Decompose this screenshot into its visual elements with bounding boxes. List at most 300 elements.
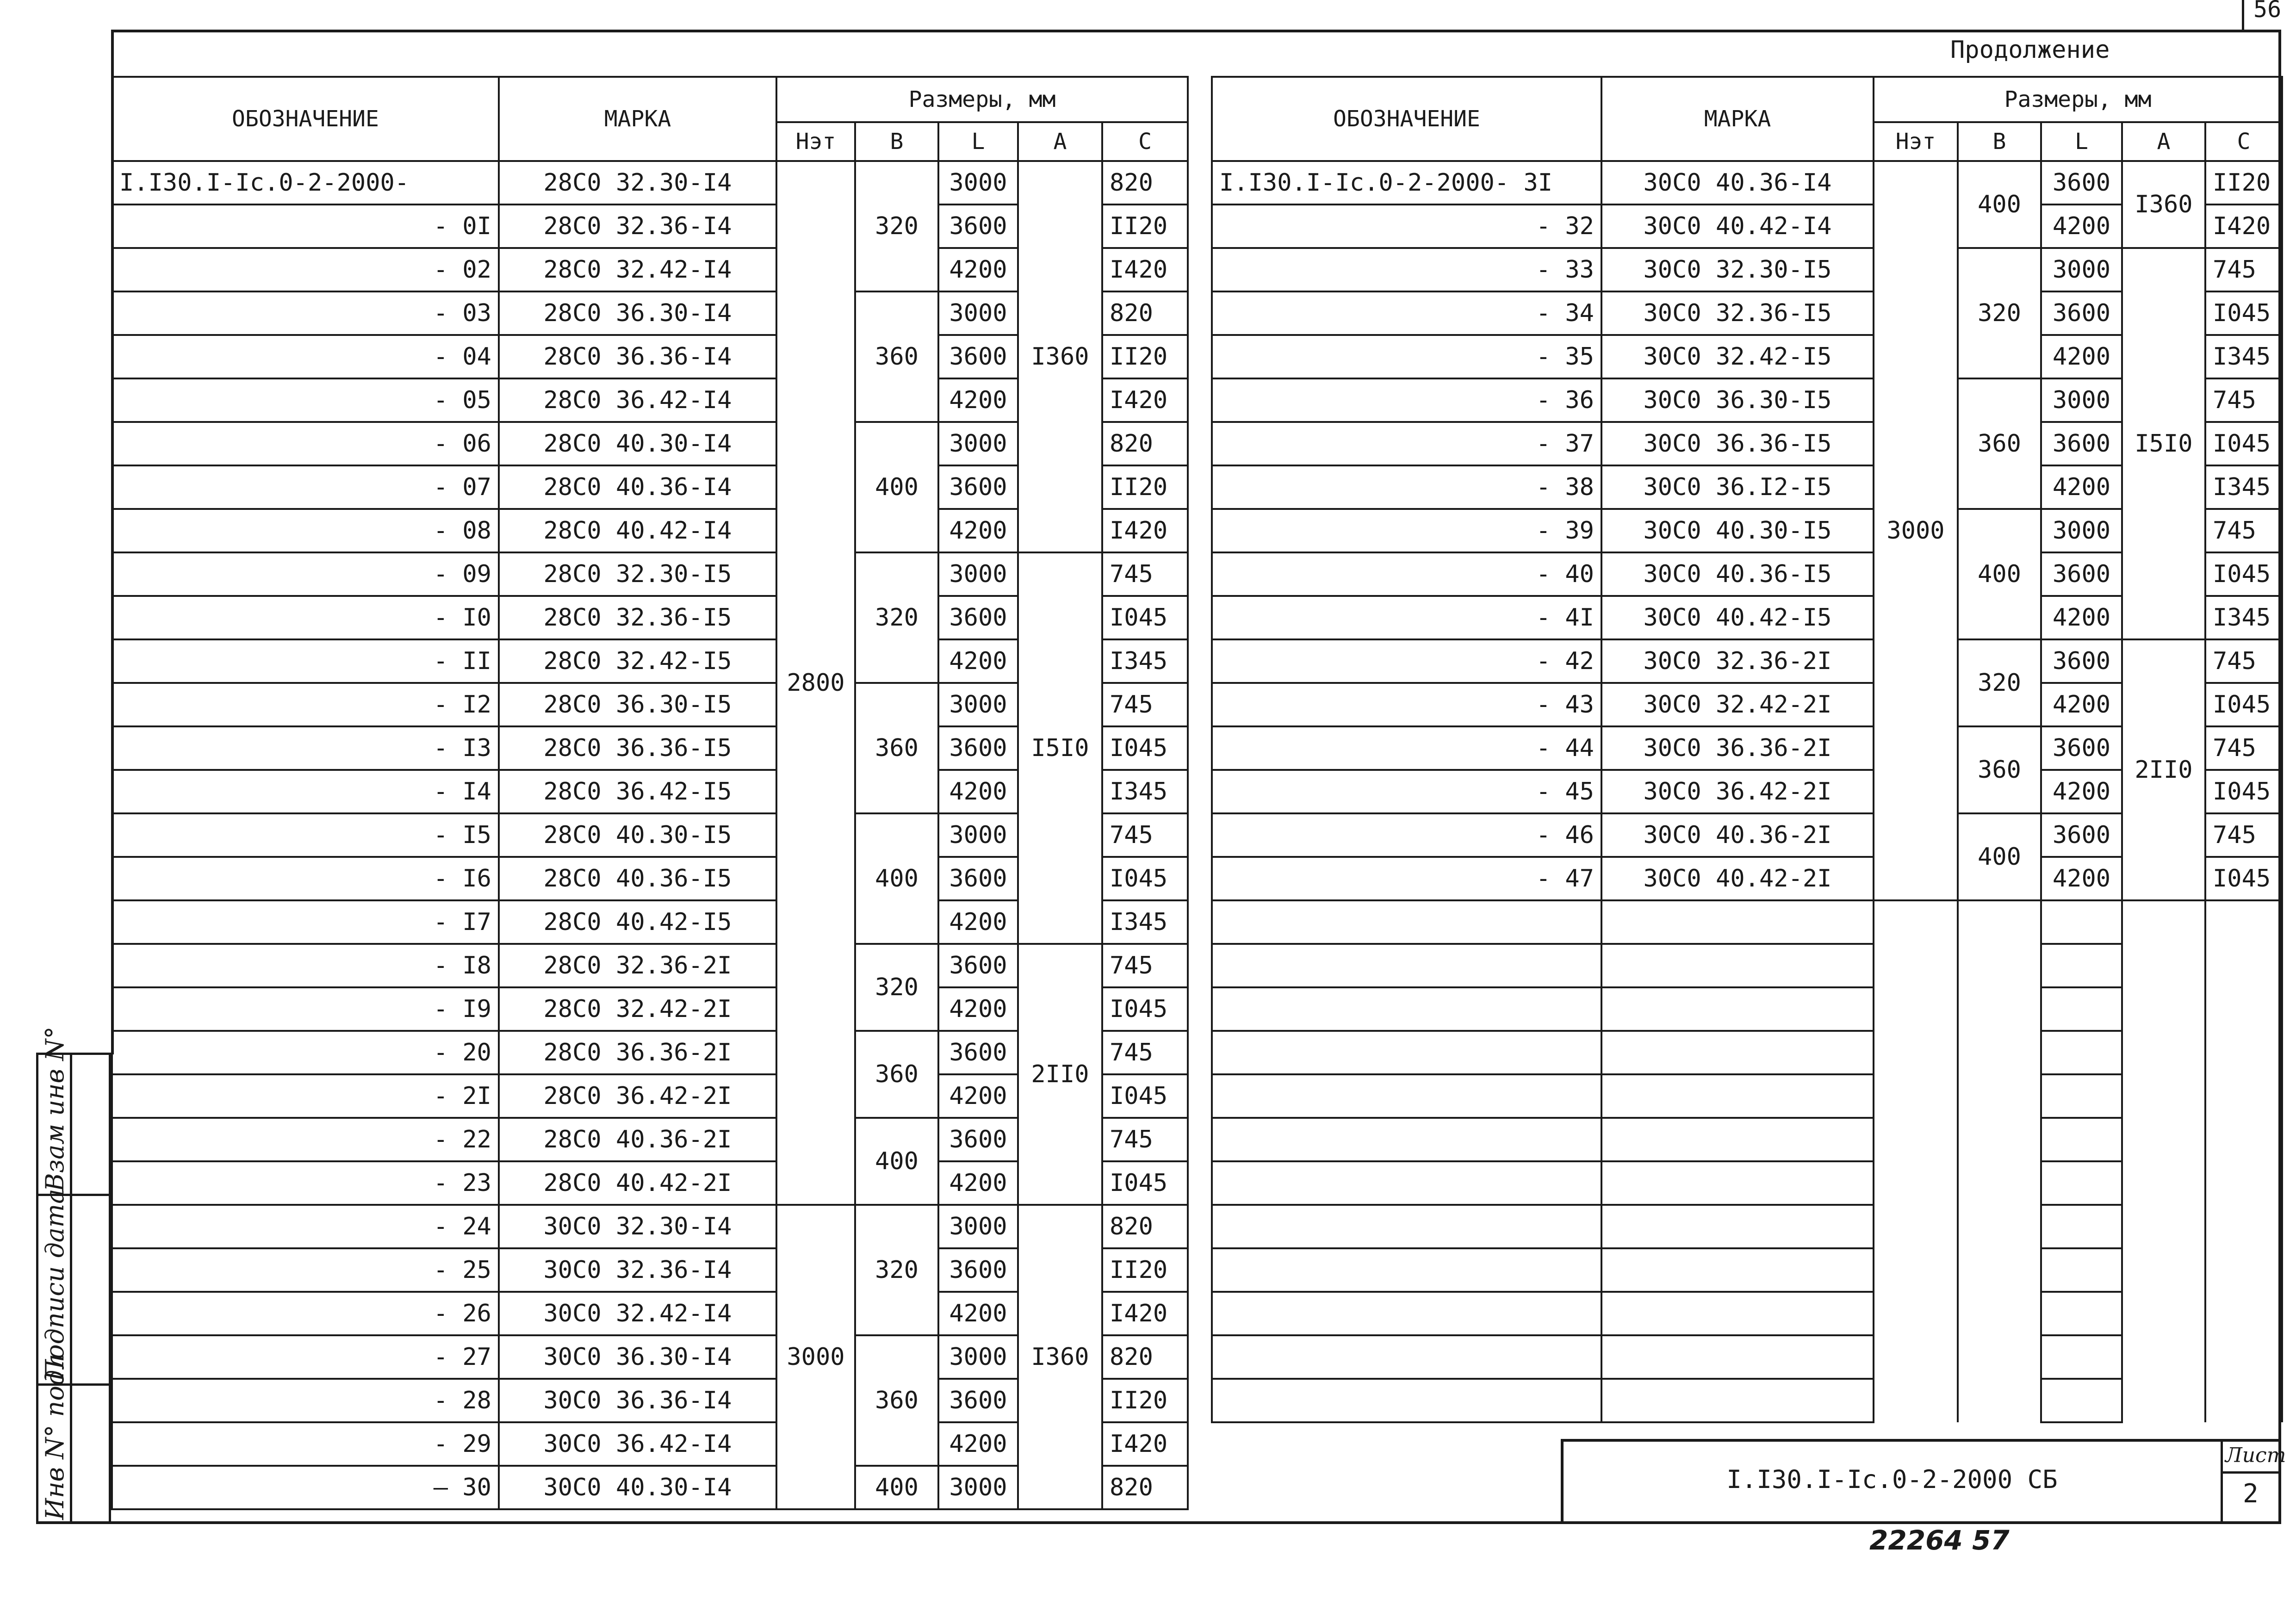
length-cell: 4200	[938, 987, 1018, 1031]
a-cell	[2122, 1205, 2205, 1248]
sheet-hline	[2221, 1471, 2281, 1474]
empty-row	[1212, 1335, 2282, 1379]
mark-cell: 28С0 32.42-I4	[499, 248, 776, 291]
table-row	[1212, 291, 2282, 335]
col-h-header: Нэт	[776, 122, 855, 161]
width-b-cell: 320	[1958, 639, 2041, 726]
c-cell: 745	[2205, 378, 2282, 422]
c-cell	[2205, 1205, 2282, 1248]
mark-cell: 30С0 32.36-I4	[499, 1248, 776, 1292]
table-row	[1212, 770, 2282, 813]
length-cell: 3600	[2041, 726, 2122, 770]
mark-cell: 30С0 40.36-2I	[1601, 813, 1874, 857]
empty-row	[1212, 1292, 2282, 1335]
width-b-cell: 400	[1958, 813, 2041, 900]
width-b-cell: 320	[855, 944, 938, 1031]
col-b-header: В	[1958, 122, 2041, 161]
designation-cell: - 28	[112, 1379, 499, 1422]
col-a-header: А	[2122, 122, 2205, 161]
height-cell	[1874, 1205, 1958, 1248]
height-cell	[1874, 944, 1958, 987]
designation-cell: I.I30.I-Ic.0-2-2000-	[112, 161, 499, 205]
side-strip-divider	[70, 1055, 72, 1522]
length-cell: 3000	[938, 1335, 1018, 1379]
empty-row	[1212, 1379, 2282, 1422]
length-cell	[2041, 1292, 2122, 1335]
right-spec-table	[1211, 76, 2283, 1423]
length-cell	[2041, 1118, 2122, 1161]
width-b-cell: 320	[855, 161, 938, 291]
c-cell: I045	[2205, 552, 2282, 596]
c-cell: 745	[2205, 509, 2282, 552]
mark-cell: 28С0 40.36-I5	[499, 857, 776, 900]
designation-cell	[1212, 1335, 1601, 1379]
c-cell: I045	[1102, 1074, 1188, 1118]
width-b-cell: 360	[855, 1335, 938, 1466]
width-b-cell	[1958, 1379, 2041, 1422]
mark-cell: 28С0 40.42-I5	[499, 900, 776, 944]
width-b-cell	[1958, 1118, 2041, 1161]
mark-cell	[1601, 1118, 1874, 1161]
designation-cell: - 40	[1212, 552, 1601, 596]
c-cell: I045	[1102, 726, 1188, 770]
designation-cell: - 46	[1212, 813, 1601, 857]
length-cell	[2041, 1335, 2122, 1379]
mark-cell: 30С0 32.42-2I	[1601, 683, 1874, 726]
length-cell: 4200	[938, 1292, 1018, 1335]
mark-cell: 30С0 36.I2-I5	[1601, 465, 1874, 509]
mark-cell	[1601, 987, 1874, 1031]
table-row	[1212, 639, 2282, 683]
c-cell: I045	[2205, 422, 2282, 465]
c-cell: 820	[1102, 1205, 1188, 1248]
length-cell: 3600	[2041, 639, 2122, 683]
length-cell: 4200	[938, 248, 1018, 291]
width-b-cell	[1958, 987, 2041, 1031]
length-cell	[2041, 1161, 2122, 1205]
a-cell	[2122, 1248, 2205, 1292]
height-cell	[1874, 1292, 1958, 1335]
c-cell: I420	[1102, 1422, 1188, 1466]
length-cell: 3000	[938, 1466, 1018, 1509]
mark-cell	[1601, 900, 1874, 944]
mark-cell: 28С0 40.42-2I	[499, 1161, 776, 1205]
designation-cell: - I8	[112, 944, 499, 987]
c-cell: II20	[1102, 1379, 1188, 1422]
width-b-cell	[1958, 944, 2041, 987]
length-cell: 3600	[938, 596, 1018, 639]
table-row	[1212, 552, 2282, 596]
mark-cell: 28С0 36.42-I4	[499, 378, 776, 422]
designation-cell	[1212, 987, 1601, 1031]
a-cell: I360	[2122, 161, 2205, 248]
mark-cell: 28С0 32.36-2I	[499, 944, 776, 987]
height-cell	[1874, 1074, 1958, 1118]
col-l-header: L	[938, 122, 1018, 161]
c-cell: II20	[1102, 1248, 1188, 1292]
length-cell	[2041, 1205, 2122, 1248]
designation-cell: - 35	[1212, 335, 1601, 378]
mark-cell	[1601, 1248, 1874, 1292]
length-cell: 3600	[938, 1118, 1018, 1161]
mark-cell: 30С0 32.36-2I	[1601, 639, 1874, 683]
mark-cell	[1601, 1379, 1874, 1422]
table-row	[1212, 465, 2282, 509]
mark-cell: 30С0 40.36-I4	[1601, 161, 1874, 205]
length-cell: 4200	[2041, 683, 2122, 726]
c-cell	[2205, 1161, 2282, 1205]
width-b-cell	[1958, 1292, 2041, 1335]
mark-cell: 30С0 40.36-I5	[1601, 552, 1874, 596]
c-cell: II20	[1102, 465, 1188, 509]
width-b-cell: 400	[855, 813, 938, 944]
c-cell: I045	[2205, 857, 2282, 900]
a-cell: I5I0	[2122, 248, 2205, 639]
c-cell: I345	[1102, 900, 1188, 944]
mark-cell: 28С0 32.36-I4	[499, 205, 776, 248]
side-label-vzam-inv: Взам инв N°	[40, 1026, 69, 1191]
width-b-cell: 400	[1958, 161, 2041, 248]
a-cell: I360	[1018, 1205, 1102, 1509]
width-b-cell: 320	[1958, 248, 2041, 378]
length-cell: 4200	[938, 900, 1018, 944]
width-b-cell	[1958, 1161, 2041, 1205]
table-row	[112, 1205, 1188, 1248]
designation-cell: - 33	[1212, 248, 1601, 291]
height-cell	[1874, 1031, 1958, 1074]
designation-cell: - 36	[1212, 378, 1601, 422]
designation-cell: - 42	[1212, 639, 1601, 683]
side-label-signatures: Подписи дата	[40, 1189, 69, 1381]
width-b-cell: 400	[855, 1118, 938, 1205]
mark-cell: 28С0 36.42-2I	[499, 1074, 776, 1118]
length-cell	[2041, 1248, 2122, 1292]
title-block	[1561, 1439, 2286, 1524]
table-row	[112, 161, 1188, 205]
c-cell: I420	[2205, 205, 2282, 248]
designation-cell	[1212, 1118, 1601, 1161]
c-cell: 820	[1102, 291, 1188, 335]
empty-row	[1212, 1031, 2282, 1074]
width-b-cell: 360	[855, 683, 938, 813]
col-c-header: С	[2205, 122, 2282, 161]
designation-cell: - 29	[112, 1422, 499, 1466]
width-b-cell: 320	[855, 552, 938, 683]
width-b-cell: 400	[855, 1466, 938, 1509]
c-cell: I045	[2205, 770, 2282, 813]
col-designation-header: ОБОЗНАЧЕНИЕ	[1212, 77, 1601, 161]
empty-row	[1212, 987, 2282, 1031]
length-cell: 3000	[2041, 248, 2122, 291]
mark-cell: 28С0 32.30-I4	[499, 161, 776, 205]
left-spec-table	[111, 76, 1189, 1510]
designation-cell	[1212, 900, 1601, 944]
table-row	[1212, 205, 2282, 248]
continuation-label: Продолжение	[1950, 36, 2110, 64]
designation-cell: - 20	[112, 1031, 499, 1074]
mark-cell: 28С0 40.36-2I	[499, 1118, 776, 1161]
designation-cell: - 32	[1212, 205, 1601, 248]
c-cell: I045	[2205, 683, 2282, 726]
mark-cell: 28С0 36.36-I4	[499, 335, 776, 378]
title-block-code: I.I30.I-Ic.0-2-2000 СБ	[1726, 1465, 2058, 1494]
designation-cell: - 05	[112, 378, 499, 422]
c-cell: 820	[1102, 1335, 1188, 1379]
length-cell: 4200	[2041, 596, 2122, 639]
width-b-cell: 320	[855, 1205, 938, 1335]
c-cell	[2205, 1074, 2282, 1118]
c-cell: 745	[1102, 552, 1188, 596]
mark-cell: 30С0 36.42-I4	[499, 1422, 776, 1466]
designation-cell	[1212, 1379, 1601, 1422]
a-cell	[2122, 1118, 2205, 1161]
a-cell	[2122, 1335, 2205, 1379]
mark-cell: 30С0 32.42-I4	[499, 1292, 776, 1335]
c-cell: I045	[1102, 1161, 1188, 1205]
length-cell: 3600	[938, 857, 1018, 900]
table-row	[1212, 422, 2282, 465]
c-cell: I345	[2205, 335, 2282, 378]
c-cell: I045	[2205, 291, 2282, 335]
c-cell: 745	[1102, 1118, 1188, 1161]
c-cell: 745	[2205, 726, 2282, 770]
empty-row	[1212, 1205, 2282, 1248]
width-b-cell	[1958, 900, 2041, 944]
mark-cell: 30С0 40.30-I4	[499, 1466, 776, 1509]
c-cell	[2205, 1335, 2282, 1379]
length-cell: 3000	[938, 1205, 1018, 1248]
a-cell: 2II0	[2122, 639, 2205, 900]
designation-cell: - I0	[112, 596, 499, 639]
designation-cell: - II	[112, 639, 499, 683]
table-row	[1212, 335, 2282, 378]
col-designation-header: ОБОЗНАЧЕНИЕ	[112, 77, 499, 161]
width-b-cell: 360	[855, 1031, 938, 1118]
c-cell: I420	[1102, 509, 1188, 552]
mark-cell: 28С0 32.42-I5	[499, 639, 776, 683]
length-cell: 4200	[2041, 205, 2122, 248]
mark-cell: 30С0 36.30-I4	[499, 1335, 776, 1379]
a-cell	[2122, 944, 2205, 987]
empty-row	[1212, 1161, 2282, 1205]
col-a-header: А	[1018, 122, 1102, 161]
designation-cell: - 08	[112, 509, 499, 552]
c-cell: I345	[1102, 639, 1188, 683]
length-cell: 3600	[938, 944, 1018, 987]
designation-cell: - 44	[1212, 726, 1601, 770]
designation-cell: - 02	[112, 248, 499, 291]
designation-cell	[1212, 1074, 1601, 1118]
dims-header: Размеры, мм	[1874, 77, 2282, 122]
length-cell: 3000	[938, 552, 1018, 596]
empty-row	[1212, 1118, 2282, 1161]
designation-cell: - 39	[1212, 509, 1601, 552]
c-cell: 745	[2205, 248, 2282, 291]
designation-cell: - 22	[112, 1118, 499, 1161]
col-mark-header: МАРКА	[1601, 77, 1874, 161]
side-approval-strip	[36, 1026, 111, 1524]
top-border-line	[111, 30, 2281, 32]
mark-cell: 28С0 36.36-2I	[499, 1031, 776, 1074]
height-cell	[1874, 1161, 1958, 1205]
width-b-cell	[1958, 1335, 2041, 1379]
length-cell: 4200	[938, 509, 1018, 552]
mark-cell: 30С0 36.36-I5	[1601, 422, 1874, 465]
width-b-cell: 360	[855, 291, 938, 422]
mark-cell: 30С0 40.42-I5	[1601, 596, 1874, 639]
mark-cell: 28С0 40.36-I4	[499, 465, 776, 509]
c-cell: I345	[2205, 596, 2282, 639]
designation-cell: - 27	[112, 1335, 499, 1379]
length-cell: 3600	[938, 1248, 1018, 1292]
c-cell	[2205, 1379, 2282, 1422]
designation-cell: - 24	[112, 1205, 499, 1248]
length-cell	[2041, 1379, 2122, 1422]
col-mark-header: МАРКА	[499, 77, 776, 161]
height-cell	[1874, 1118, 1958, 1161]
length-cell	[2041, 1074, 2122, 1118]
designation-cell: - 07	[112, 465, 499, 509]
designation-cell	[1212, 1205, 1601, 1248]
empty-row	[1212, 900, 2282, 944]
designation-cell	[1212, 944, 1601, 987]
mark-cell: 30С0 40.42-2I	[1601, 857, 1874, 900]
designation-cell: - I9	[112, 987, 499, 1031]
mark-cell: 28С0 40.42-I4	[499, 509, 776, 552]
mark-cell: 28С0 36.36-I5	[499, 726, 776, 770]
a-cell	[2122, 1292, 2205, 1335]
a-cell	[2122, 1031, 2205, 1074]
designation-cell	[1212, 1031, 1601, 1074]
designation-cell: - I6	[112, 857, 499, 900]
archive-stamp: 22264 57	[1869, 1525, 2010, 1556]
a-cell	[2122, 1379, 2205, 1422]
c-cell: II20	[1102, 205, 1188, 248]
c-cell: 820	[1102, 1466, 1188, 1509]
c-cell	[2205, 1292, 2282, 1335]
mark-cell: 28С0 40.30-I5	[499, 813, 776, 857]
c-cell: I420	[1102, 1292, 1188, 1335]
length-cell: 3600	[938, 726, 1018, 770]
mark-cell: 28С0 32.36-I5	[499, 596, 776, 639]
table-row	[1212, 378, 2282, 422]
designation-cell: - 23	[112, 1161, 499, 1205]
designation-cell: - 0I	[112, 205, 499, 248]
c-cell: 745	[1102, 1031, 1188, 1074]
a-cell: 2II0	[1018, 944, 1102, 1205]
length-cell	[2041, 987, 2122, 1031]
designation-cell: I.I30.I-Ic.0-2-2000- 3I	[1212, 161, 1601, 205]
length-cell: 3600	[2041, 552, 2122, 596]
mark-cell: 28С0 36.30-I4	[499, 291, 776, 335]
mark-cell: 30С0 32.30-I4	[499, 1205, 776, 1248]
length-cell: 3600	[938, 335, 1018, 378]
width-b-cell	[1958, 1205, 2041, 1248]
page-number: 56	[2253, 0, 2282, 23]
designation-cell	[1212, 1248, 1601, 1292]
mark-cell: 30С0 36.42-2I	[1601, 770, 1874, 813]
length-cell: 3600	[2041, 291, 2122, 335]
width-b-cell: 400	[1958, 509, 2041, 639]
sheet-divider	[2221, 1442, 2223, 1521]
designation-cell: - I4	[112, 770, 499, 813]
designation-cell: - 25	[112, 1248, 499, 1292]
mark-cell: 30С0 40.30-I5	[1601, 509, 1874, 552]
length-cell: 4200	[938, 770, 1018, 813]
length-cell	[2041, 1031, 2122, 1074]
height-cell	[1874, 987, 1958, 1031]
c-cell: I345	[1102, 770, 1188, 813]
designation-cell: - 06	[112, 422, 499, 465]
length-cell: 3600	[938, 205, 1018, 248]
empty-row	[1212, 944, 2282, 987]
length-cell: 3600	[2041, 161, 2122, 205]
mark-cell: 28С0 40.30-I4	[499, 422, 776, 465]
table-row	[1212, 683, 2282, 726]
c-cell: 820	[1102, 161, 1188, 205]
length-cell: 3600	[938, 1031, 1018, 1074]
mark-cell: 28С0 32.30-I5	[499, 552, 776, 596]
width-b-cell	[1958, 1074, 2041, 1118]
length-cell: 4200	[2041, 857, 2122, 900]
table-row	[112, 552, 1188, 596]
mark-cell: 30С0 40.42-I4	[1601, 205, 1874, 248]
length-cell: 4200	[2041, 770, 2122, 813]
designation-cell: - 34	[1212, 291, 1601, 335]
c-cell: I045	[1102, 987, 1188, 1031]
width-b-cell: 400	[855, 422, 938, 552]
c-cell: 745	[1102, 944, 1188, 987]
length-cell: 3600	[2041, 422, 2122, 465]
c-cell: 745	[1102, 813, 1188, 857]
designation-cell: - 38	[1212, 465, 1601, 509]
c-cell: II20	[2205, 161, 2282, 205]
table-row	[1212, 248, 2282, 291]
length-cell: 3600	[938, 1379, 1018, 1422]
c-cell: II20	[1102, 335, 1188, 378]
mark-cell: 30С0 36.36-2I	[1601, 726, 1874, 770]
c-cell: I420	[1102, 248, 1188, 291]
length-cell: 3000	[2041, 509, 2122, 552]
height-cell: 2800	[776, 161, 855, 1205]
a-cell	[2122, 987, 2205, 1031]
length-cell: 3000	[2041, 378, 2122, 422]
mark-cell	[1601, 944, 1874, 987]
designation-cell: - 47	[1212, 857, 1601, 900]
width-b-cell: 360	[1958, 378, 2041, 509]
designation-cell: - 37	[1212, 422, 1601, 465]
length-cell: 3000	[938, 683, 1018, 726]
col-h-header: Нэт	[1874, 122, 1958, 161]
c-cell	[2205, 987, 2282, 1031]
length-cell: 4200	[938, 1074, 1018, 1118]
designation-cell: - 43	[1212, 683, 1601, 726]
width-b-cell	[1958, 1031, 2041, 1074]
a-cell	[2122, 1074, 2205, 1118]
a-cell	[2122, 1161, 2205, 1205]
table-row	[1212, 813, 2282, 857]
c-cell: 820	[1102, 422, 1188, 465]
mark-cell	[1601, 1031, 1874, 1074]
empty-row	[1212, 1248, 2282, 1292]
mark-cell	[1601, 1292, 1874, 1335]
designation-cell: — 30	[112, 1466, 499, 1509]
designation-cell: - 09	[112, 552, 499, 596]
length-cell: 3600	[938, 465, 1018, 509]
sheet-label: Лист	[2225, 1444, 2286, 1467]
length-cell: 3000	[938, 422, 1018, 465]
mark-cell: 28С0 36.42-I5	[499, 770, 776, 813]
